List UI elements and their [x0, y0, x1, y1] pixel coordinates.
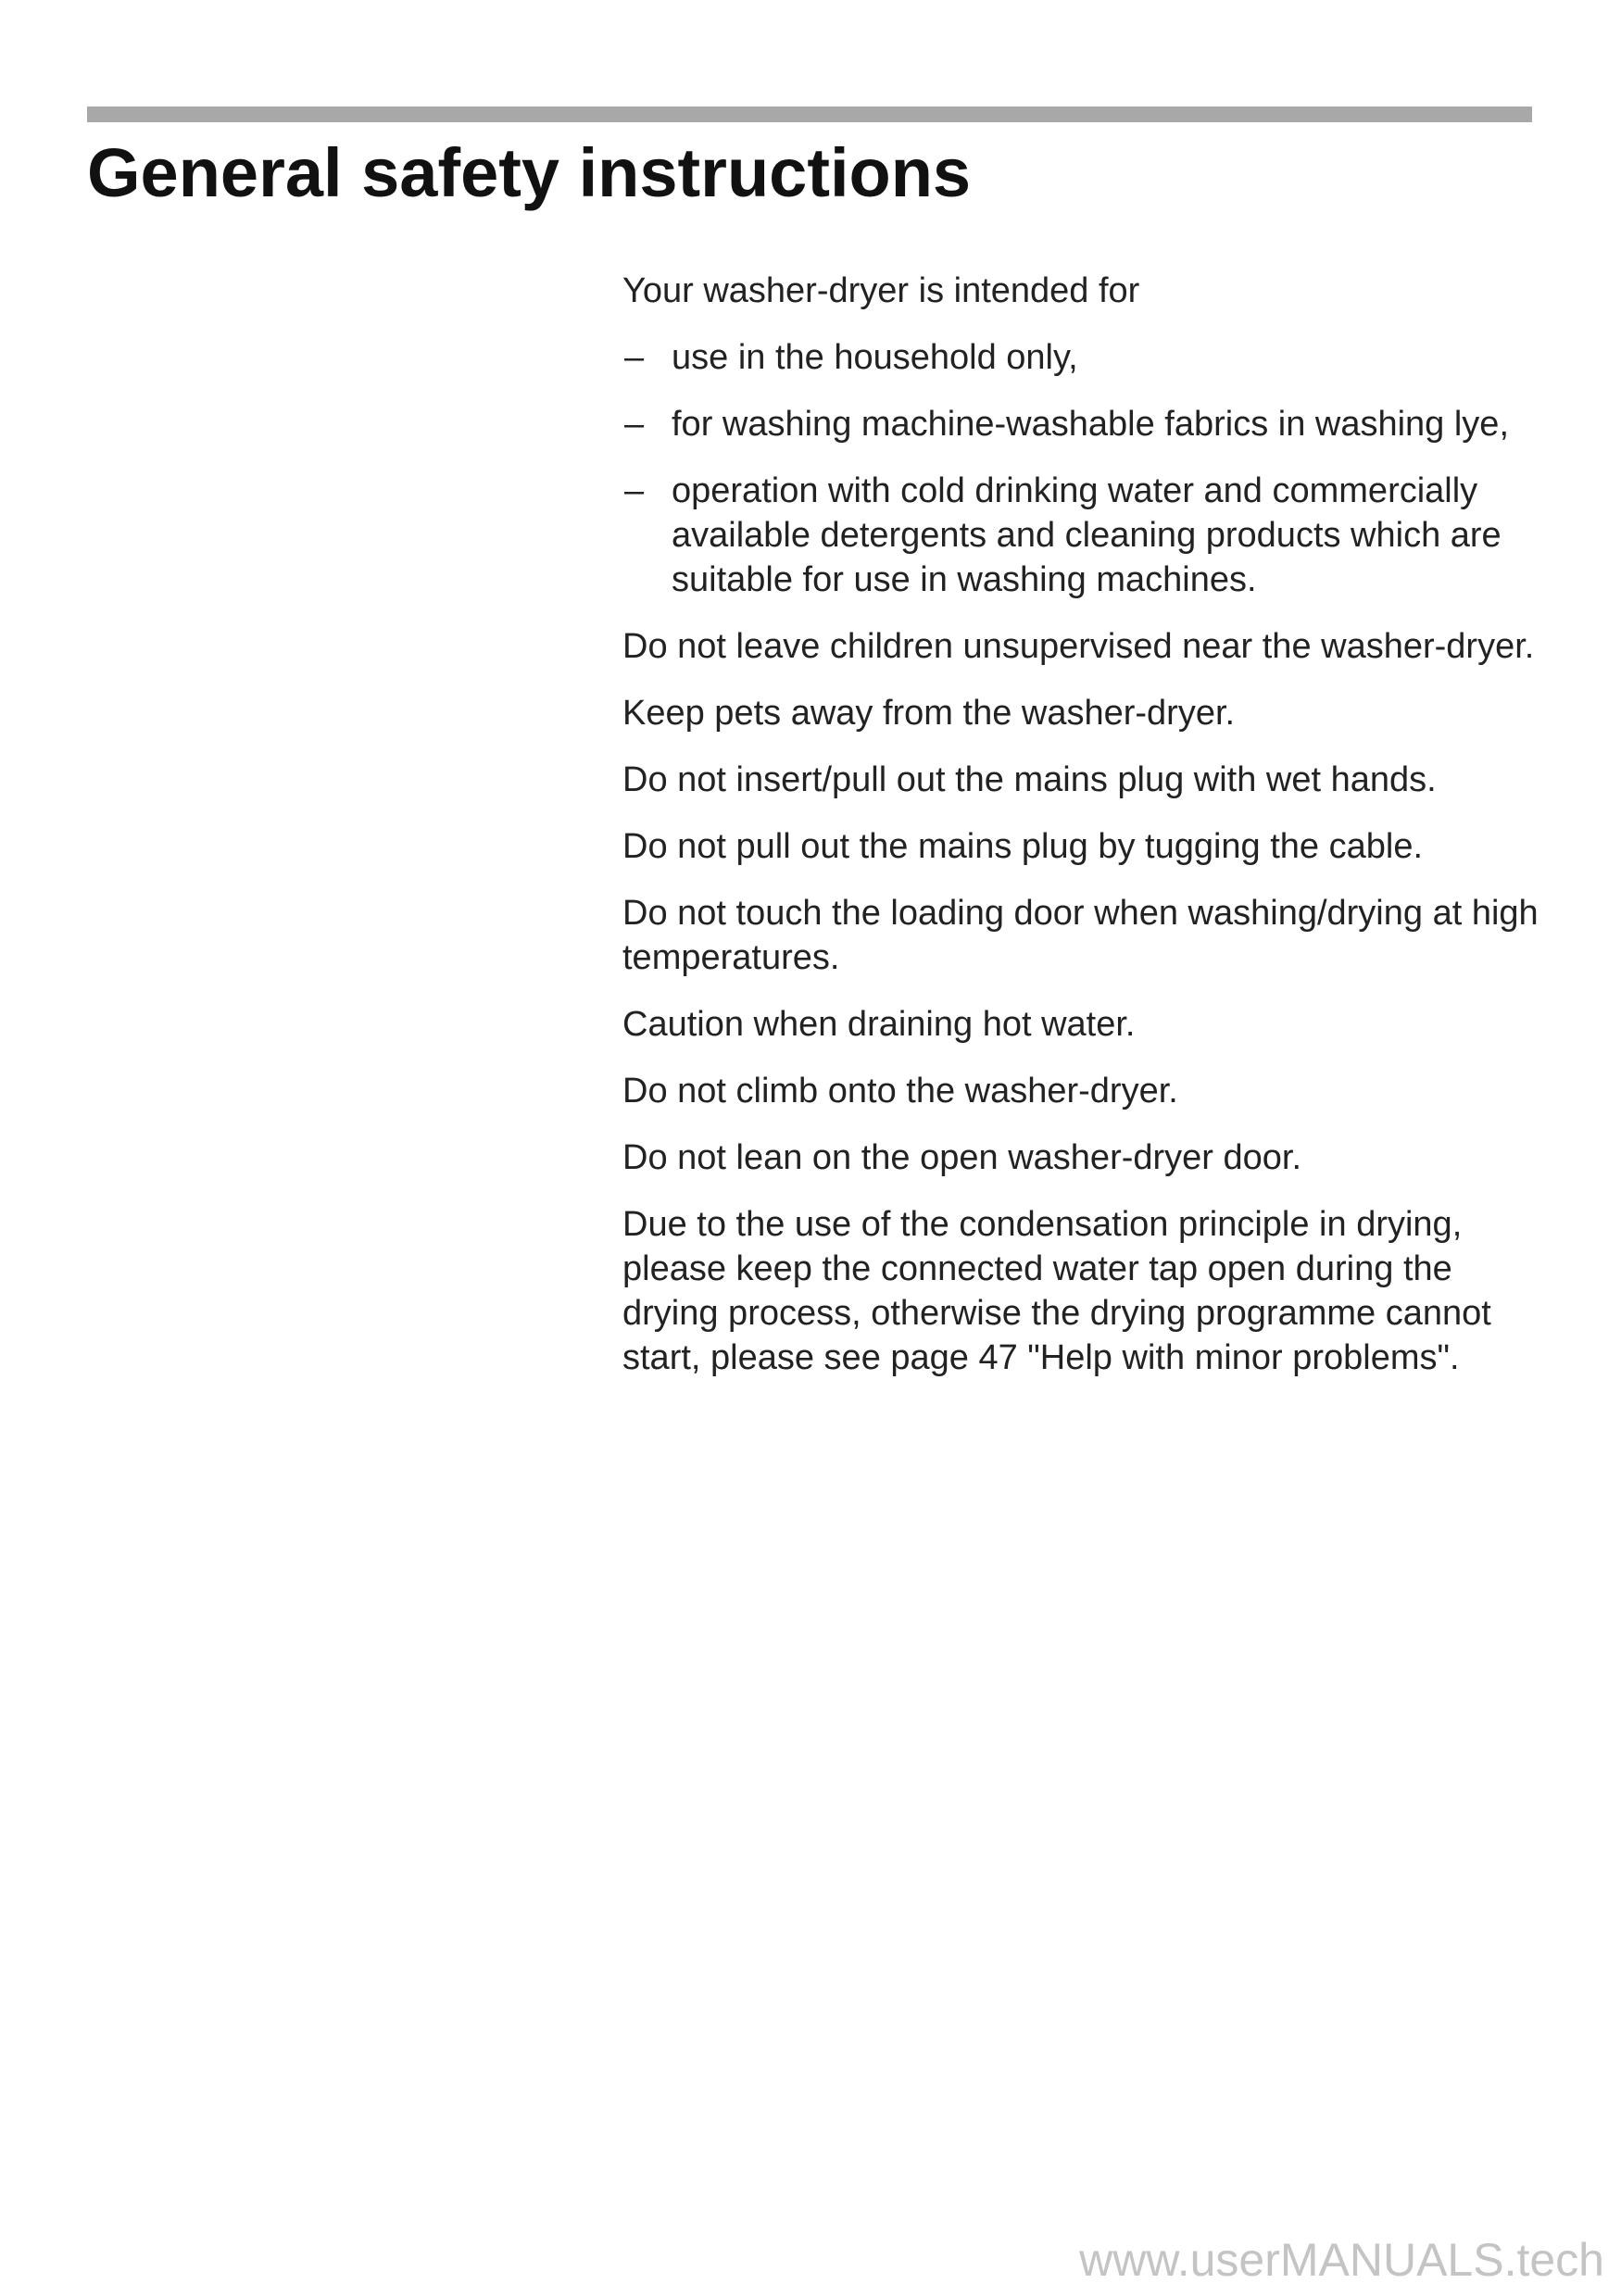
- list-item: [622, 335, 1539, 380]
- dash-bullet: –: [624, 405, 645, 444]
- list-item-text: use in the household only,: [672, 338, 1078, 377]
- instruction-paragraph: Keep pets away from the washer-dryer.: [622, 694, 1236, 733]
- header-rule: [87, 107, 1532, 122]
- dash-bullet: –: [624, 338, 645, 377]
- list-item: [622, 402, 1539, 446]
- list-item: [622, 469, 1539, 602]
- instruction-paragraph: Do not lean on the open washer-dryer door.: [622, 1138, 1302, 1177]
- instruction-paragraph: Do not touch the loading door when washing/drying at high temperatures.: [622, 894, 1539, 977]
- instruction-paragraph: Caution when draining hot water.: [622, 1005, 1136, 1044]
- intended-uses-list: [622, 335, 1539, 602]
- instruction-paragraph: Do not climb onto the washer-dryer.: [622, 1072, 1178, 1110]
- instruction-paragraph: Do not leave children unsupervised near the washer-dryer.: [622, 627, 1535, 666]
- list-item-text: for washing machine-washable fabrics in washing lye,: [672, 405, 1510, 444]
- safety-content: [622, 269, 1539, 1402]
- instruction-paragraph: Due to the use of the condensation principle in drying, please keep the connected water tap open during the drying process, otherwise the drying programme cannot start, please see page 47 "Help with minor problems".: [622, 1205, 1491, 1377]
- watermark: www.userMANUALS.tech: [1079, 2234, 1604, 2286]
- page-title: General safety instructions: [87, 134, 972, 211]
- dash-bullet: –: [624, 471, 645, 510]
- intro-paragraph: Your washer-dryer is intended for: [622, 271, 1140, 310]
- list-item-text: operation with cold drinking water and commercially available detergents and cleaning products which are suitable for use in washing machines.: [672, 471, 1502, 599]
- instruction-paragraph: Do not pull out the mains plug by tugging the cable.: [622, 827, 1424, 866]
- instruction-paragraph: Do not insert/pull out the mains plug with wet hands.: [622, 760, 1437, 799]
